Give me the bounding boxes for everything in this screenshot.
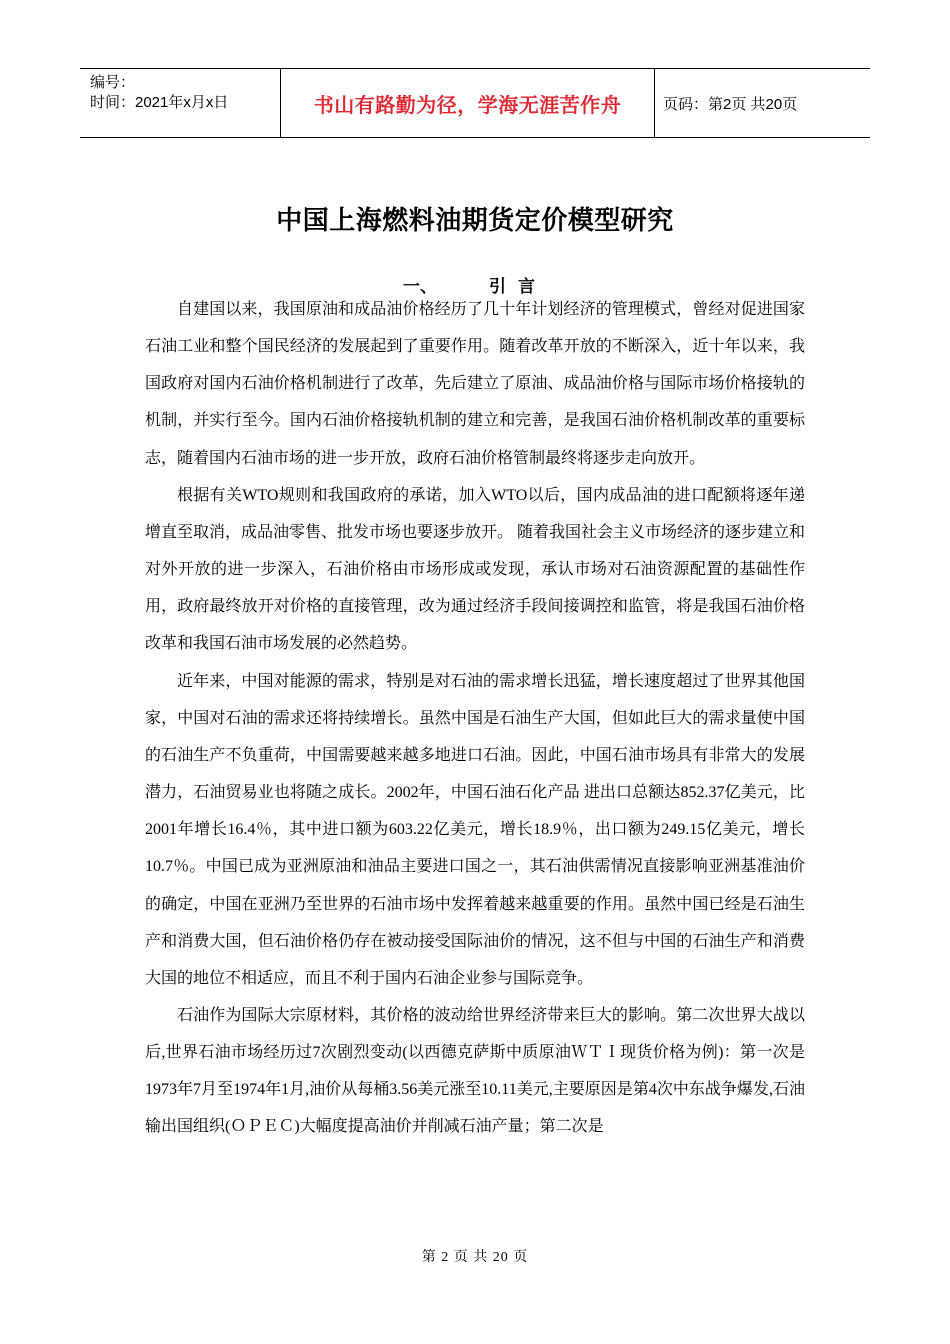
paragraph: 根据有关WTO规则和我国政府的承诺，加入WTO以后，国内成品油的进口配额将逐年递增直至取消，成品油零售、批发市场也要逐步放开。 随着我国社会主义市场经济的逐步建立和对外开放的进一步深入，石油价格由市场形成或发现，承认市场对石油资源配置的基础性作用，政府最终放开对价格的直接管理，改为通过经济手段间接调控和监管，将是我国石油价格改革和我国石油市场发展的必然趋势。 xyxy=(145,486,806,653)
paragraph: 近年来，中国对能源的需求，特别是对石油的需求增长迅猛，增长速度超过了世界其他国家，中国对石油的需求还将持续增长。虽然中国是石油生产大国，但如此巨大的需求量使中国的石油生产不负重荷，中国需要越来越多地进口石油。因此，中国石油市场具有非常大的发展潜力，石油贸易业也将随之成长。2002年，中国石油石化产品 进出口总额达852.37亿美元，比2001年增长16.4％，其中进口额为603.22亿美元，增长18.9％，出口额为249.15亿美元，增长10.7％。中国已成为亚洲原油和油品主要进口国之一，其石油供需情况直接影响亚洲基准油价的确定，中国在亚洲乃至世界的石油市场中发挥着越来越重要的作用。虽然中国已经是石油生产和消费大国，但石油价格仍存在被动接受国际油价的情况，这不但与中国的石油生产和消费大国的地位不相适应，而且不利于国内石油企业参与国际竞争。 xyxy=(145,672,805,987)
section-name: 引言 xyxy=(489,277,547,297)
paragraph: 石油作为国际大宗原材料，其价格的波动给世界经济带来巨大的影响。第二次世界大战以后,世界石油市场经历过7次剧烈变动(以西德克萨斯中质原油ＷＴＩ现货价格为例)：第一次是1973年7月至1974年1月,油价从每桶3.56美元涨至10.11美元,主要原因是第4次中东战争爆发,石油输出国组织(ＯＰＥＣ)大幅度提高油价并削减石油产量；第二次是 xyxy=(145,1006,805,1136)
number-label: 编号： xyxy=(90,74,136,91)
header-meta xyxy=(80,69,280,137)
document-title: 中国上海燃料油期货定价模型研究 xyxy=(276,206,674,236)
date-line: 时间：2021年x月x日 xyxy=(90,94,229,111)
paragraph: 自建国以来，我国原油和成品油价格经历了几十年计划经济的管理模式，曾经对促进国家石油工业和整个国民经济的发展起到了重要作用。随着改革开放的不断深入，近十年以来，我国政府对国内石油价格机制进行了改革，先后建立了原油、成品油价格与国际市场价格接轨的机制，并实行至今。国内石油价格接轨机制的建立和完善，是我国石油价格机制改革的重要标志，随着国内石油市场的进一步开放，政府石油价格管制最终将逐步走向放开。 xyxy=(145,301,805,467)
page-footer: 第 2 页 共 20 页 xyxy=(421,1250,529,1265)
page-header xyxy=(80,68,870,138)
header-motto: 书山有路勤为径，学海无涯苦作舟 xyxy=(280,69,655,137)
section-number: 一、 xyxy=(403,277,437,297)
header-page-info: 页码：第2页 共20页 xyxy=(663,95,798,113)
body-text xyxy=(145,291,805,1146)
